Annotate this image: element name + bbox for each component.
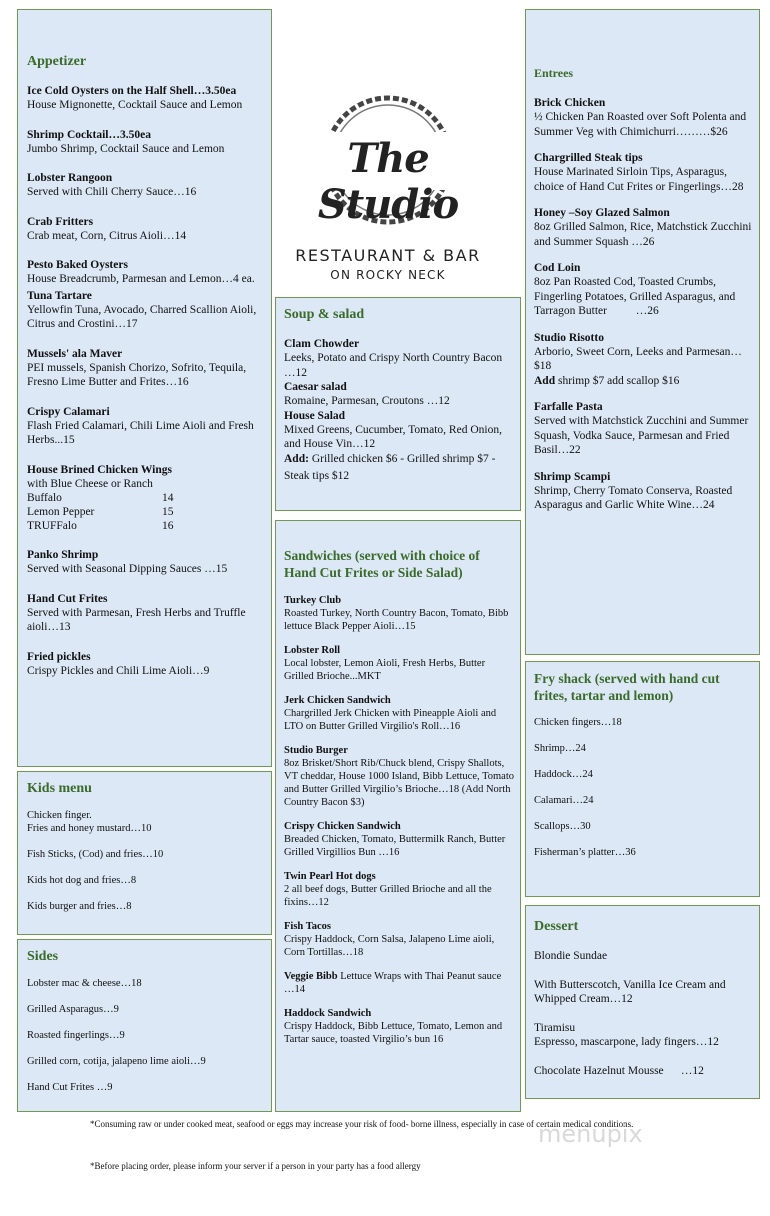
item-name: Chargrilled Steak tips (534, 152, 643, 164)
kids-item: Kids hot dog and fries…8 (27, 875, 137, 886)
menu-item (534, 261, 753, 319)
item-name: Pesto Baked Oysters (27, 259, 128, 271)
item-desc: Leeks, Potato and Crispy North Country Bacon …12 (284, 352, 503, 379)
item-desc: Shrimp, Cherry Tomato Conserva, Roasted Asparagus and Garlic White Wine…24 (534, 484, 733, 511)
menu-item (534, 151, 753, 194)
wing-price: 14 (162, 492, 174, 504)
menu-item (27, 592, 263, 635)
menu-item (284, 870, 514, 909)
entrees-section (525, 9, 760, 655)
menu-item (284, 594, 514, 633)
entrees-title: Entrees (534, 66, 574, 80)
item-name: Caesar salad (284, 381, 347, 393)
appetizer-title: Appetizer (27, 54, 87, 69)
item-desc: House Marinated Sirloin Tips, Asparagus, choice of Hand Cut Frites or Fingerlings…28 (534, 166, 744, 193)
addons-label: Add: (284, 452, 309, 465)
menu-item (534, 470, 753, 513)
menu-item (284, 644, 514, 683)
menu-item (284, 744, 514, 809)
soup-salad-section (275, 297, 521, 511)
item-name: Crispy Chicken Sandwich (284, 821, 401, 832)
item-name: Crispy Calamari (27, 405, 110, 418)
kids-item: Kids burger and fries…8 (27, 901, 132, 912)
item-name: Panko Shrimp (27, 549, 99, 561)
menu-item (284, 380, 514, 409)
appetizer-list (27, 84, 263, 678)
item-name: Haddock Sandwich (284, 1008, 372, 1019)
item-desc: Flash Fried Calamari, Chili Lime Aioli and Fresh Herbs...15 (27, 419, 254, 446)
wing-flavor: TRUFFalo (27, 520, 77, 532)
item-name: Twin Pearl Hot dogs (284, 871, 376, 882)
menu-item (27, 84, 263, 113)
dessert-section (525, 905, 760, 1099)
item-desc: 8oz Grilled Salmon, Rice, Matchstick Zucchini and Summer Squash …26 (534, 221, 752, 248)
wings-item (27, 463, 263, 534)
item-desc: Romaine, Parmesan, Croutons …12 (284, 395, 450, 407)
item-name: Hand Cut Frites (27, 592, 108, 605)
dessert-item: Tiramisu (534, 1021, 576, 1034)
dessert-item: Blondie Sundae (534, 950, 608, 962)
menu-item (284, 337, 514, 380)
menu-item (284, 970, 514, 996)
wing-price: 15 (162, 506, 174, 518)
item-name: Jerk Chicken Sandwich (284, 695, 391, 706)
fry-item: Chicken fingers…18 (534, 717, 622, 728)
item-desc: Arborio, Sweet Corn, Leeks and Parmesan…$18 (534, 345, 742, 372)
menu-item (284, 409, 514, 452)
sides-title: Sides (27, 949, 59, 964)
kids-title: Kids menu (27, 781, 92, 796)
item-desc: Crispy Haddock, Corn Salsa, Jalapeno Lime aioli, Corn Tortillas…18 (284, 934, 495, 958)
fry-item: Shrimp…24 (534, 743, 586, 754)
fry-item: Scallops…30 (534, 821, 591, 832)
sides-item: Grilled Asparagus…9 (27, 1004, 119, 1015)
item-name: Clam Chowder (284, 338, 360, 350)
item-desc: Lettuce Wraps with Thai Peanut sauce …14 (284, 971, 502, 995)
watermark: menupix (538, 1120, 643, 1148)
wing-option (27, 505, 263, 519)
kids-item: Fries and honey mustard…10 (27, 823, 152, 834)
item-name: Fish Tacos (284, 921, 331, 932)
addons-text: Grilled chicken $6 - Grilled shrimp $7 - (311, 452, 496, 465)
fry-item: Haddock…24 (534, 769, 593, 780)
item-desc: Roasted Turkey, North Country Bacon, Tomato, Bibb lettuce Black Pepper Aioli…15 (284, 608, 509, 632)
sides-section (17, 939, 272, 1112)
menu-item (284, 1007, 514, 1046)
kids-item: Fish Sticks, (Cod) and fries…10 (27, 849, 164, 860)
item-name: Fried pickles (27, 650, 91, 663)
item-desc: Served with Parmesan, Fresh Herbs and Truffle aioli…13 (27, 606, 246, 633)
item-desc: Chargrilled Jerk Chicken with Pineapple Aioli and LTO on Butter Grilled Virgilio's Roll…16 (284, 708, 497, 732)
item-name: Studio Risotto (534, 331, 604, 344)
item-desc: House Mignonette, Cocktail Sauce and Lemon (27, 99, 243, 111)
addon-text: shrimp $7 add scallop $16 (557, 374, 680, 387)
item-desc: 2 all beef dogs, Butter Grilled Brioche and all the fixins…12 (284, 884, 492, 908)
item-desc: House Breadcrumb, Parmesan and Lemon…4 ea. (27, 273, 255, 285)
item-desc: Served with Seasonal Dipping Sauces …15 (27, 563, 228, 575)
item-name: Cod Loin (534, 262, 581, 274)
item-name: Lobster Roll (284, 645, 341, 656)
sides-item: Roasted fingerlings…9 (27, 1030, 125, 1041)
salad-addons (284, 452, 514, 467)
item-desc: Mixed Greens, Cucumber, Tomato, Red Onion, and House Vin…12 (284, 423, 502, 450)
menu-item (27, 405, 263, 448)
sides-item: Lobster mac & cheese…18 (27, 978, 142, 989)
item-desc: Crab meat, Corn, Citrus Aioli…14 (27, 229, 187, 242)
sides-item: Grilled corn, cotija, jalapeno lime aioli…9 (27, 1056, 206, 1067)
item-name: Mussels' ala Maver (27, 347, 123, 360)
menu-item (27, 548, 263, 577)
logo-tagline: RESTAURANT & BAR (295, 246, 481, 265)
item-name: Tuna Tartare (27, 289, 92, 302)
item-name: Veggie Bibb (284, 971, 338, 982)
item-name: House Salad (284, 409, 346, 422)
restaurant-logo (278, 90, 498, 290)
logo-name: The Studio (317, 135, 459, 228)
kids-section (17, 771, 272, 935)
server-note: *Before placing order, please inform your server if a person in your party has a food allergy (90, 1161, 421, 1171)
item-desc: Yellowfin Tuna, Avocado, Charred Scallion Aioli, Citrus and Crostini…17 (27, 303, 257, 330)
item-desc: Crispy Pickles and Chili Lime Aioli…9 (27, 664, 210, 677)
item-name: Shrimp Cocktail…3.50ea (27, 128, 151, 141)
item-desc: 8oz Pan Roasted Cod, Toasted Crumbs, Fingerling Potatoes, Grilled Asparagus, and Tarragon Butter …26 (534, 276, 738, 317)
item-desc: Served with Matchstick Zucchini and Summer Squash, Vodka Sauce, Parmesan and Fried Basil…22 (534, 415, 749, 456)
item-name: Shrimp Scampi (534, 470, 611, 483)
menu-item (27, 289, 263, 332)
menu-item (534, 400, 753, 458)
item-name: Honey –Soy Glazed Salmon (534, 207, 670, 219)
menu-item (27, 347, 263, 390)
menu-item (534, 206, 753, 249)
item-desc: PEI mussels, Spanish Chorizo, Sofrito, Tequila, Fresno Lime Butter and Frites…16 (27, 361, 247, 388)
item-name: Studio Burger (284, 745, 348, 756)
risotto-addon (534, 374, 753, 389)
fry-title: Fry shack (served with hand cut frites, tartar and lemon) (534, 671, 720, 703)
menu-item (284, 920, 514, 959)
item-name: House Brined Chicken Wings (27, 463, 172, 476)
menu-item (27, 215, 263, 244)
sandwiches-title: Sandwiches (served with choice of Hand Cut Frites or Side Salad) (284, 548, 480, 580)
item-name: Crab Fritters (27, 215, 94, 228)
item-name: Ice Cold Oysters on the Half Shell…3.50ea (27, 85, 237, 97)
item-name: Brick Chicken (534, 97, 606, 109)
item-desc: Crispy Haddock, Bibb Lettuce, Tomato, Lemon and Tartar sauce, toasted Virgilio’s bun 16 (284, 1021, 503, 1045)
dessert-item: Espresso, mascarpone, lady fingers…12 (534, 1036, 719, 1048)
dessert-item: With Butterscotch, Vanilla Ice Cream and Whipped Cream…12 (534, 978, 726, 1005)
menu-item (534, 96, 753, 139)
menu-item (27, 650, 263, 679)
item-desc: Served with Chili Cherry Sauce…16 (27, 186, 197, 198)
item-desc: 8oz Brisket/Short Rib/Chuck blend, Crispy Shallots, VT cheddar, House 1000 Island, Bibb Lettuce, Tomato and Butter Grilled Virgilio’s Brioche…18 (Add North Country Bacon $3) (284, 758, 514, 808)
sandwiches-section (275, 520, 521, 1112)
menu-item (284, 694, 514, 733)
wing-option (27, 491, 263, 505)
wing-flavor: Lemon Pepper (27, 506, 95, 518)
steak-addon: Steak tips $12 (284, 470, 350, 482)
fry-item: Fisherman’s platter…36 (534, 847, 636, 858)
allergy-note: *Consuming raw or under cooked meat, seafood or eggs may increase your risk of food- borne illness, especially in case of certain medical conditions. (90, 1119, 634, 1129)
fry-item: Calamari…24 (534, 795, 594, 806)
dessert-item: Chocolate Hazelnut Mousse …12 (534, 1064, 704, 1077)
item-name: Turkey Club (284, 595, 342, 606)
wing-price: 16 (162, 520, 174, 532)
item-desc: ½ Chicken Pan Roasted over Soft Polenta and Summer Veg with Chimichurri………$26 (534, 111, 747, 138)
fry-shack-section (525, 661, 760, 897)
menu-item (27, 128, 263, 157)
addon-label: Add (534, 374, 556, 387)
item-desc: with Blue Cheese or Ranch (27, 477, 153, 490)
menu-item (284, 820, 514, 859)
menu-item (27, 258, 263, 287)
wing-option (27, 519, 263, 533)
logo-subtitle: ON ROCKY NECK (330, 268, 446, 282)
menu-item (534, 331, 753, 389)
item-name: Farfalle Pasta (534, 401, 603, 413)
menu-item (27, 171, 263, 200)
appetizer-section (17, 9, 272, 767)
item-desc: Local lobster, Lemon Aioli, Fresh Herbs, Butter Grilled Brioche...MKT (284, 658, 486, 682)
item-desc: Jumbo Shrimp, Cocktail Sauce and Lemon (27, 142, 225, 155)
soup-title: Soup & salad (284, 307, 365, 322)
wing-flavor: Buffalo (27, 492, 62, 504)
item-desc: Breaded Chicken, Tomato, Buttermilk Ranch, Butter Grilled Virgillios Bun …16 (284, 834, 506, 858)
sides-item: Hand Cut Frites …9 (27, 1082, 113, 1093)
item-name: Lobster Rangoon (27, 172, 113, 184)
kids-item: Chicken finger. (27, 810, 92, 821)
dessert-title: Dessert (534, 919, 579, 934)
